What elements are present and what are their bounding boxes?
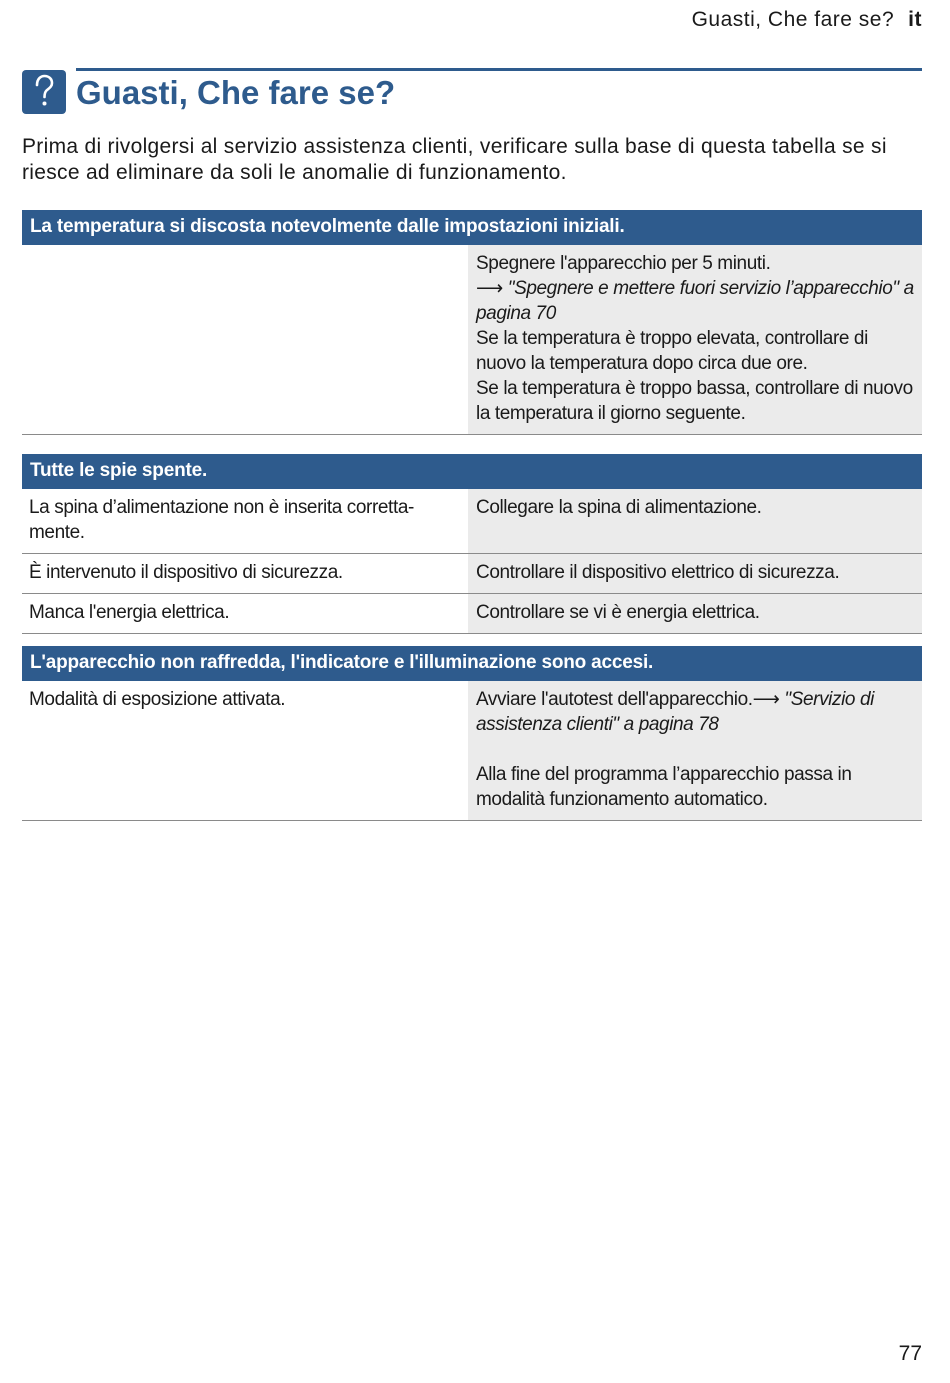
cause-cell <box>22 245 468 434</box>
remedy-cell <box>468 245 922 434</box>
table-row <box>22 554 922 594</box>
remedy-cell <box>468 681 922 820</box>
trouble-table-lights-off <box>22 454 922 634</box>
cause-cell: Manca l'energia elettrica. <box>29 602 230 623</box>
remedy-cell: Controllare se vi è energia elettrica. <box>468 594 922 633</box>
cause-cell: Modalità di esposizione attivata. <box>29 689 286 710</box>
cross-reference-text: "Spegnere e mettere fuori servizio l’apparecchio" a pagina 70 <box>476 278 914 324</box>
table-heading: Tutte le spie spente. <box>22 454 922 489</box>
intro-paragraph: Prima di rivolgersi al servizio assistenza clienti, verificare sulla base di questa tabella se si riesce ad eliminare da soli le anomalie di funzionamento. <box>22 135 887 184</box>
page-number: 77 <box>898 1342 922 1365</box>
remedy-text-start: Avviare l'autotest dell'apparecchio. <box>476 689 753 710</box>
section-title-block <box>22 68 922 116</box>
remedy-text <box>476 687 914 737</box>
remedy-cell: Controllare il dispositivo elettrico di sicurezza. <box>468 554 922 593</box>
table-row <box>22 681 922 821</box>
page-title: Guasti, Che fare se? <box>76 74 396 111</box>
cause-cell: La spina d’alimentazione non è inserita corretta-mente. <box>29 497 414 543</box>
cross-reference-link[interactable] <box>476 276 914 326</box>
arrow-right-icon: ⟶ <box>476 278 503 299</box>
question-mark-icon <box>22 70 66 114</box>
running-header <box>692 8 922 32</box>
title-rule <box>76 68 922 71</box>
remedy-text: Spegnere l'apparecchio per 5 minuti. <box>476 253 771 274</box>
cause-cell: È intervenuto il dispositivo di sicurezza. <box>29 562 343 583</box>
remedy-cell: Collegare la spina di alimentazione. <box>468 489 922 553</box>
table-row <box>22 245 922 435</box>
table-heading: L'apparecchio non raffredda, l'indicatore e l'illuminazione sono accesi. <box>22 646 922 681</box>
table-row <box>22 489 922 554</box>
cross-reference-link[interactable]: "Servizio di assistenza clienti" a pagina 78 <box>476 689 874 735</box>
arrow-right-icon: ⟶ <box>752 689 780 710</box>
remedy-text: Se la temperatura è troppo bassa, controllare di nuovo la temperatura il giorno seguente. <box>476 378 913 424</box>
trouble-table-not-cooling <box>22 646 922 821</box>
running-header-section: Guasti, Che fare se? <box>691 8 895 31</box>
table-heading: La temperatura si discosta notevolmente dalle impostazioni iniziali. <box>22 210 922 245</box>
trouble-table-temperature <box>22 210 922 435</box>
table-row <box>22 594 922 634</box>
language-code: it <box>908 8 922 31</box>
remedy-text: Alla fine del programma l’apparecchio passa in modalità funzionamento automatico. <box>476 764 852 810</box>
remedy-text: Se la temperatura è troppo elevata, controllare di nuovo la temperatura dopo circa due ore. <box>476 328 868 374</box>
